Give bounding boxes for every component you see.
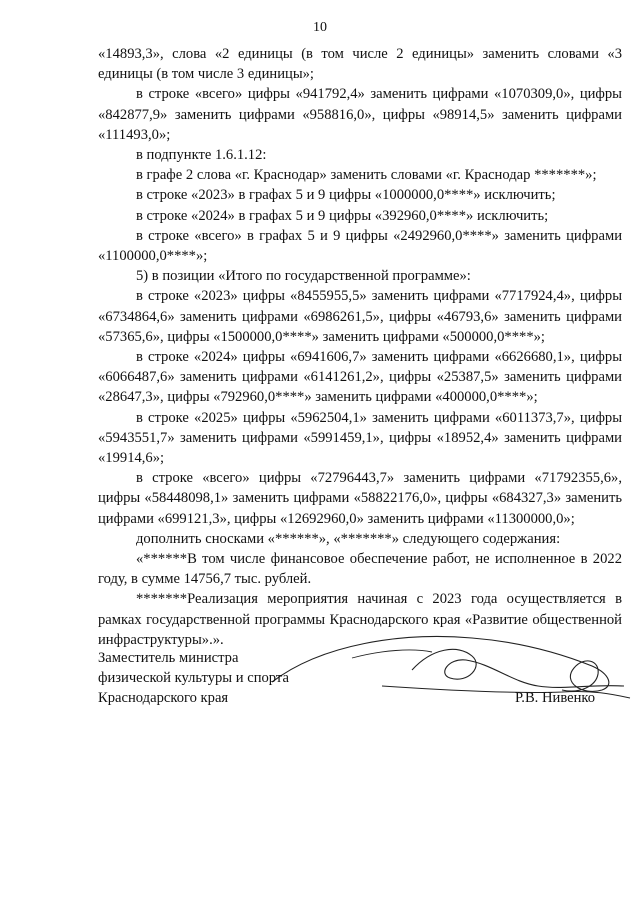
paragraph: в графе 2 слова «г. Краснодар» заменить словами «г. Краснодар *******»; <box>136 167 597 184</box>
paragraph: «14893,3», слова «2 единицы (в том числе 2 единицы» заменить словами «3 единицы (в том числе 3 единицы»; <box>98 46 622 83</box>
paragraph: в строке «всего» цифры «941792,4» заменить цифрами «1070309,0», цифры «842877,9» заменить цифрами «958816,0», цифры «98914,5» заменить цифрами «111493,0»; <box>98 86 622 143</box>
paragraph: в строке «2024» в графах 5 и 9 цифры «392960,0****» исключить; <box>136 207 549 224</box>
page-number: 10 <box>313 20 327 35</box>
paragraph: в строке «всего» в графах 5 и 9 цифры «2492960,0****» заменить цифрами «1100000,0****»; <box>98 227 622 265</box>
paragraph: «******В том числе финансовое обеспечение работ, не исполненное в 2022 году, в сумме 14756,7 тыс. рублей. <box>98 551 622 588</box>
paragraph: в строке «2025» цифры «5962504,1» заменить цифрами «6011373,7», цифры «5943551,7» заменить цифрами «5991459,1», цифры «18952,4» заменить цифрами «19914,6»; <box>98 409 622 467</box>
signer-position-line: Краснодарского края <box>98 690 229 707</box>
paragraph: в подпункте 1.6.1.12: <box>136 147 267 164</box>
signer-position-line: физической культуры и спорта <box>98 670 289 687</box>
paragraph: в строке «всего» цифры «72796443,7» заменить цифрами «71792355,6», цифры «58448098,1» заменить цифрами «58822176,0», цифры «684327,3» заменить цифрами «699121,3», цифры «12692960,0» заменить цифрами «11300000,0»; <box>98 470 622 527</box>
paragraph: 5) в позиции «Итого по государственной программе»: <box>136 268 471 285</box>
paragraph: в строке «2023» цифры «8455955,5» заменить цифрами «7717924,4», цифры «6734864,6» заменить цифрами «6986261,5», цифры «46793,6» заменить цифрами «57365,6», цифры «1500000,0****» заменить цифрами «500000,0****»; <box>98 288 622 345</box>
paragraph: *******Реализация мероприятия начиная с 2023 года осуществляется в рамках государственной программы Краснодарского края «Развитие общественной инфраструктуры».». <box>98 591 622 648</box>
paragraph: дополнить сносками «******», «*******» следующего содержания: <box>136 530 561 547</box>
signer-name: Р.В. Нивенко <box>515 690 596 706</box>
signer-position-line: Заместитель министра <box>98 650 239 666</box>
signature-block <box>98 648 622 709</box>
document-body <box>98 44 622 650</box>
paragraph: в строке «2024» цифры «6941606,7» заменить цифрами «6626680,1», цифры «6066487,6» заменить цифрами «6141261,2», цифры «25387,5» заменить цифрами «28647,3», цифры «792960,0****» заменить цифрами «400000,0****»; <box>98 349 622 406</box>
paragraph: в строке «2023» в графах 5 и 9 цифры «1000000,0****» исключить; <box>136 187 556 204</box>
